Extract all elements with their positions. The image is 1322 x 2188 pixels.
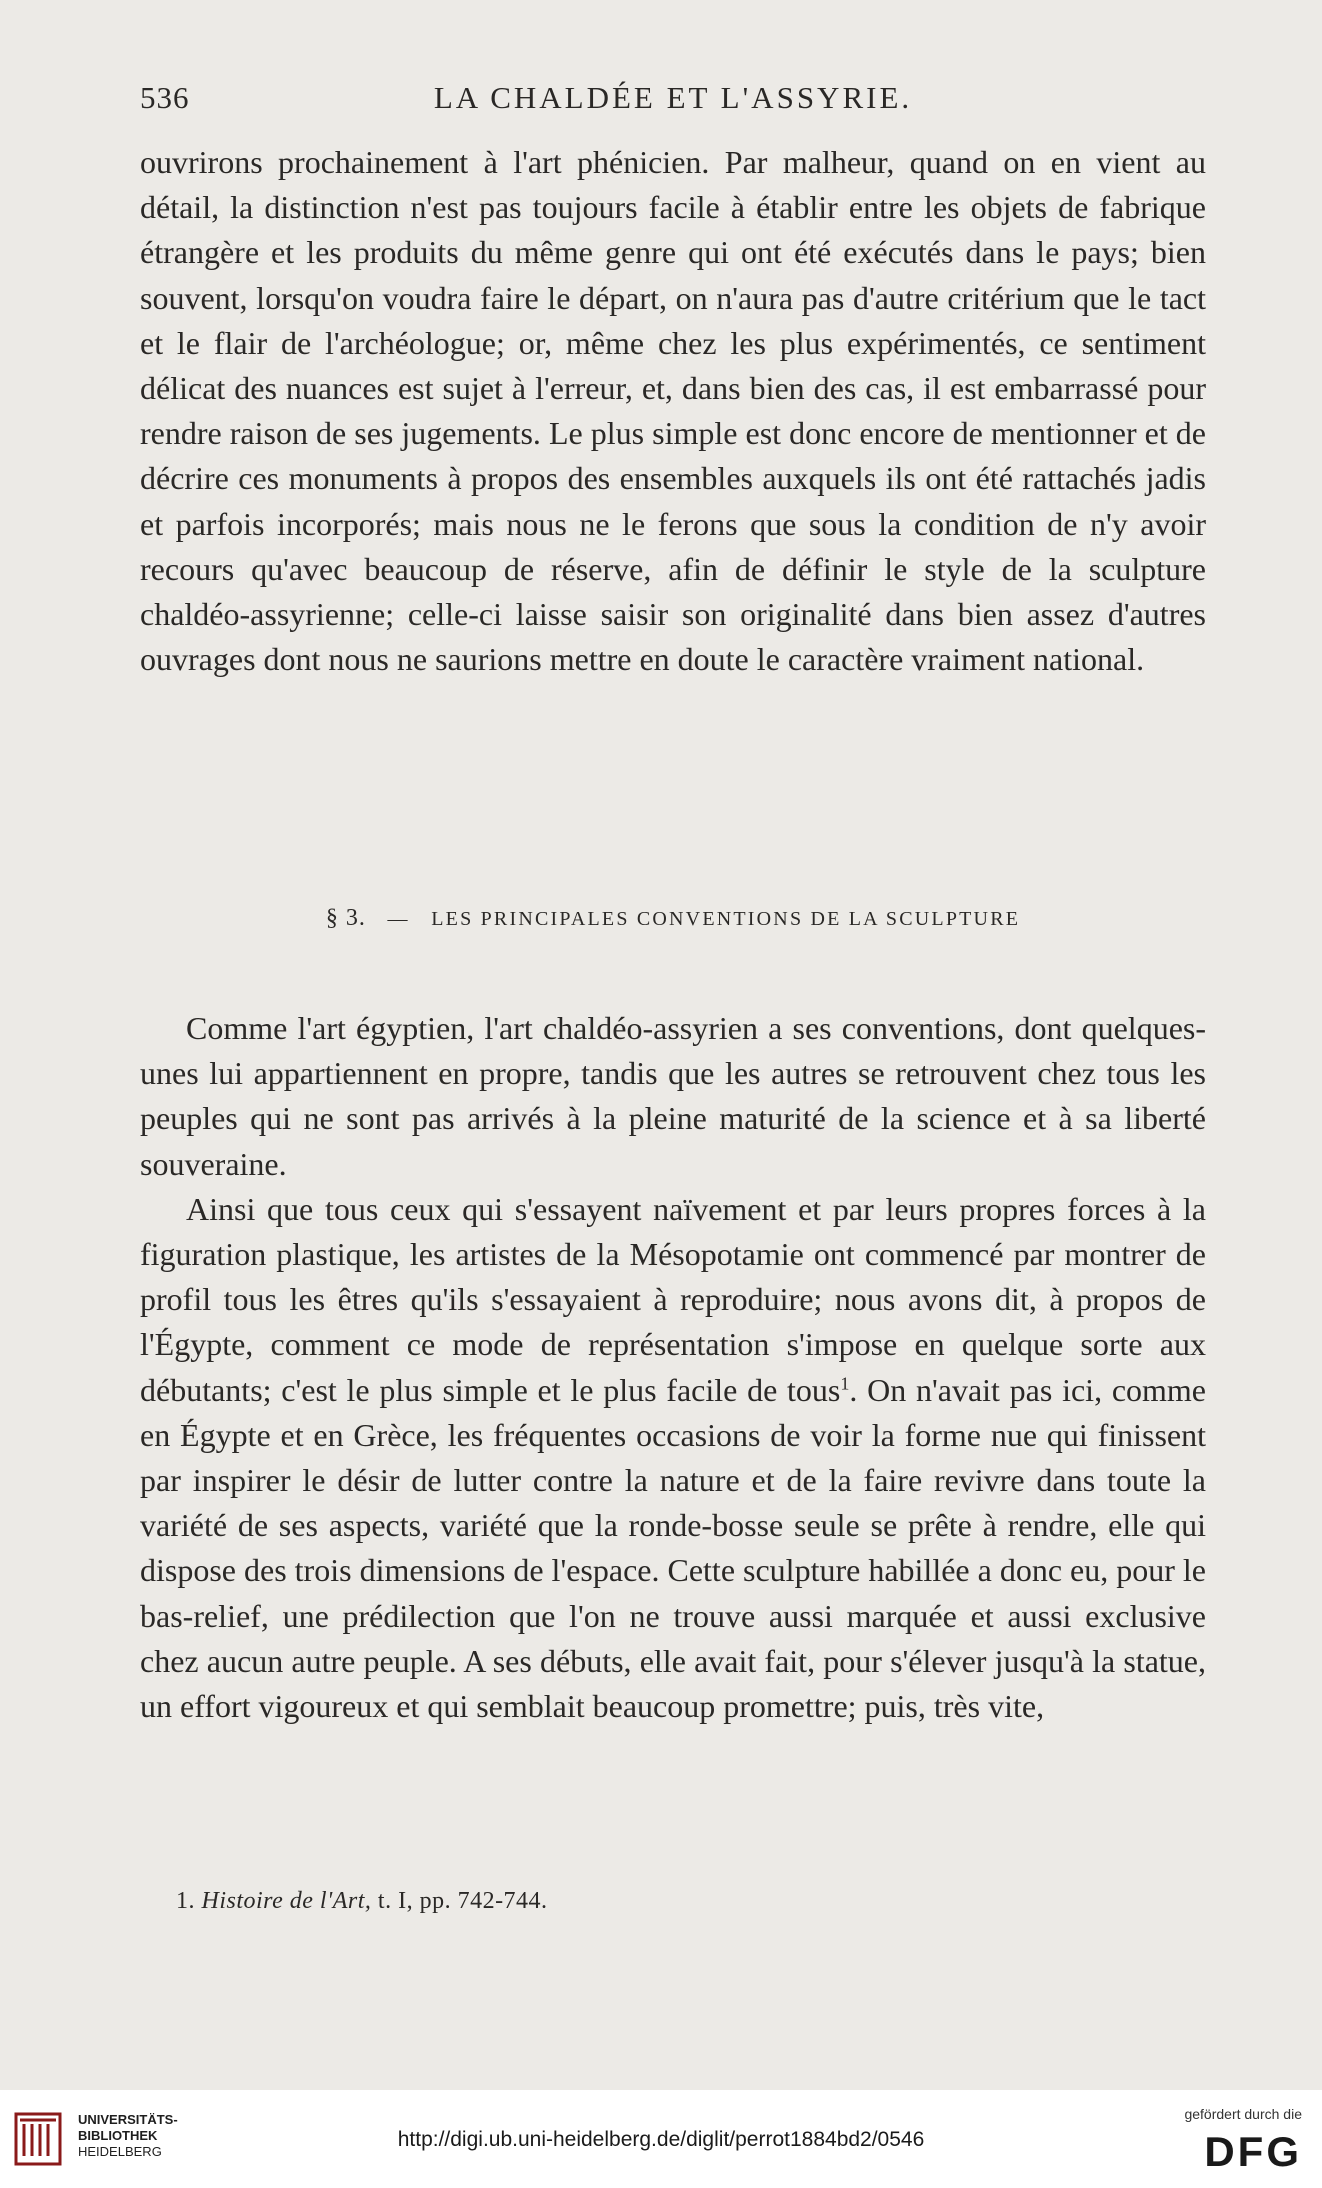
- footnote-reference: Histoire de l'Art,: [201, 1888, 372, 1914]
- library-name-line-3: HEIDELBERG: [78, 2144, 162, 2159]
- section-heading: [140, 905, 1206, 932]
- paragraph-3: [140, 1187, 1206, 1729]
- paragraph-3-continuation: . On n'avait pas ici, comme en Égypte et en Grèce, les fréquentes occasions de voir la forme nue qui finissent par inspirer le désir de lutter contre la nature et de la faire revivre dans toute la variété de ses aspects, variété que la ronde-bosse seule se prête à rendre, elle qui dispose des trois dimensions de l'espace. Cette sculpture habillée a donc eu, pour le bas-relief, une prédilection que l'on ne trouve aussi marquée et aussi exclusive chez aucun autre peuple. A ses débuts, elle avait fait, pour s'élever jusqu'à la statue, un effort vigoureux et qui semblait beaucoup promettre; puis, très vite,: [140, 1371, 1207, 1725]
- page-number: 536: [140, 80, 190, 115]
- paragraph-1: ouvrirons prochainement à l'art phénicien. Par malheur, quand on en vient au détail, la distinction n'est pas toujours facile à établir entre les objets de fabrique étrangère et les produits du même genre qui ont été exécutés dans le pays; bien souvent, lorsqu'on voudra faire le départ, on n'aura pas d'autre critérium que le tact et le flair de l'archéologue; or, même chez les plus expérimentés, ce sentiment délicat des nuances est sujet à l'erreur, et, dans bien des cas, il est embarrassé pour rendre raison de ses jugements. Le plus simple est donc encore de mentionner et de décrire ces monuments à propos des ensembles auxquels ils ont été rattachés jadis et parfois incorporés; mais nous ne le ferons que sous la condition de n'y avoir recours qu'avec beaucoup de réserve, afin de définir le style de la sculpture chaldéo-assyrienne; celle-ci laisse saisir son originalité dans bien assez d'autres ouvrages dont nous ne saurions mettre en doute le caractère vraiment national.: [140, 144, 1206, 678]
- footnote-marker: 1: [840, 1372, 850, 1393]
- paragraph-2: Comme l'art égyptien, l'art chaldéo-assyrien a ses conventions, dont quelques-unes lui appartiennent en propre, tandis que les autres se retrouvent chez tous les peuples qui ne sont pas arrivés à la pleine maturité de la science et à sa liberté souveraine.: [140, 1010, 1206, 1182]
- section-dash: —: [387, 908, 410, 930]
- footnote-number: 1.: [176, 1888, 195, 1914]
- section-title: LES PRINCIPALES CONVENTIONS DE LA SCULPTURE: [431, 908, 1021, 930]
- source-url-link[interactable]: http://digi.ub.uni-heidelberg.de/diglit/perrot1884bd2/0546: [397, 2128, 925, 2151]
- page-header: [140, 80, 1206, 124]
- section-number: § 3.: [325, 905, 366, 931]
- digitization-footer: [0, 2090, 1322, 2188]
- footnote-details: t. I, pp. 742-744.: [377, 1888, 548, 1914]
- paragraph-continuation: [140, 140, 1206, 682]
- funding-label: gefördert durch die: [1184, 2106, 1302, 2122]
- library-name-line-1: UNIVERSITÄTS-: [78, 2112, 178, 2127]
- library-name-line-2: BIBLIOTHEK: [78, 2128, 158, 2143]
- footnote: [176, 1888, 1206, 1915]
- running-title: LA CHALDÉE ET L'ASSYRIE.: [433, 80, 913, 115]
- paragraph-3-text: Ainsi que tous ceux qui s'essayent naïvement et par leurs propres forces à la figuration plastique, les artistes de la Mésopotamie ont commencé par montrer de profil tous les êtres qu'ils s'essayaient à reproduire; nous avons dit, à propos de l'Égypte, comment ce mode de représentation s'impose en quelque sorte aux débutants; c'est le plus simple et le plus facile de tous: [140, 1190, 1206, 1408]
- section-body: [140, 1006, 1206, 1729]
- dfg-logo: DFG: [1204, 2128, 1302, 2175]
